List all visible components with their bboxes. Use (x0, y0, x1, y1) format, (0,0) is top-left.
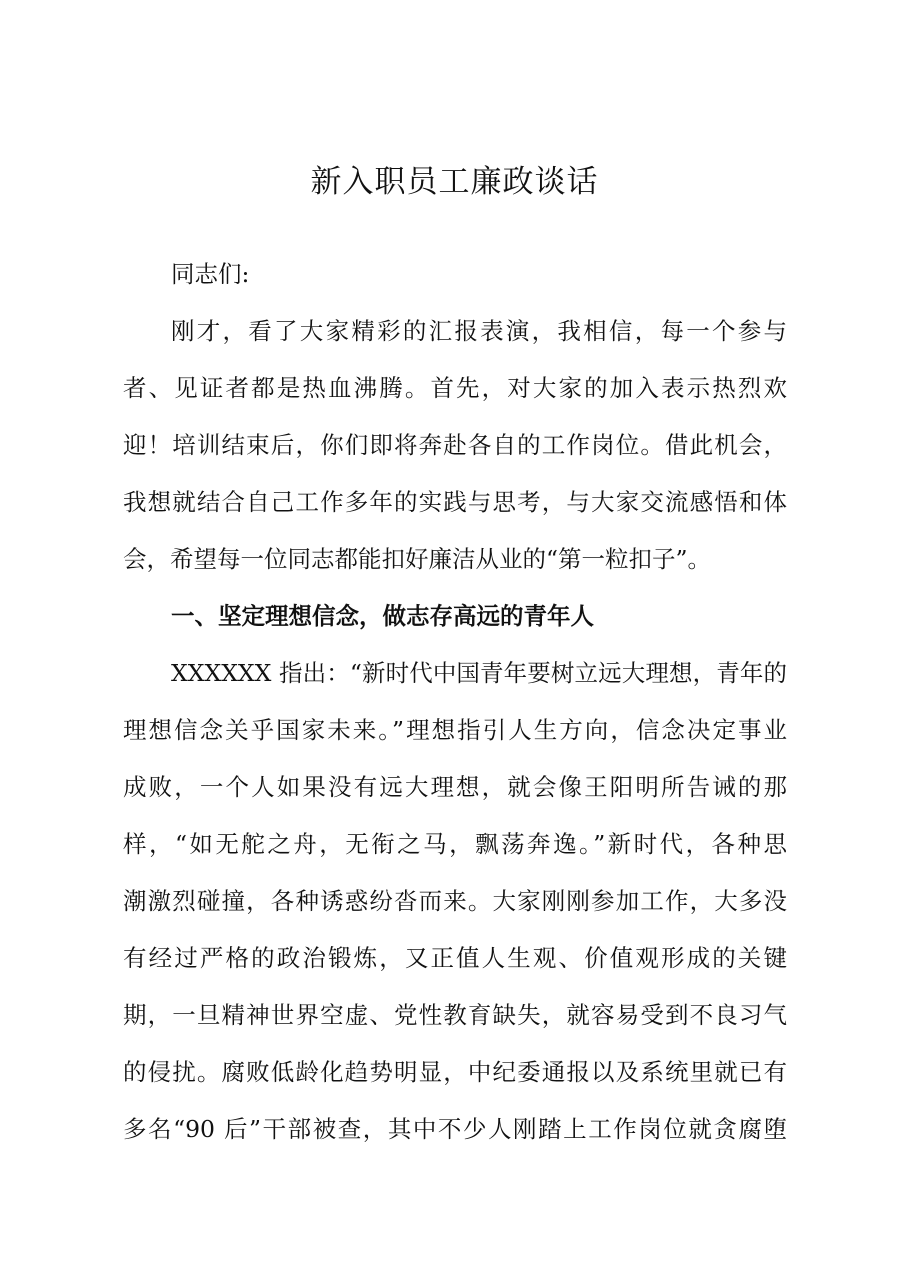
paragraph-line: 刚才，看了大家精彩的汇报表演，我相信，每一个参与 (171, 317, 787, 345)
paragraph-line: 的侵扰。腐败低龄化趋势明显，中纪委通报以及系统里就已有 (123, 1058, 787, 1086)
document-title: 新入职员工廉政谈话 (310, 164, 599, 200)
salutation: 同志们: (171, 260, 250, 288)
paragraph-line: XXXXXX 指出：“新时代中国青年要树立远大理想，青年的 (171, 659, 787, 687)
paragraph-line: 者、见证者都是热血沸腾。首先，对大家的加入表示热烈欢 (123, 374, 787, 402)
paragraph-line: 有经过严格的政治锻炼，又正值人生观、价值观形成的关键 (123, 944, 787, 972)
paragraph-line: 多名“90 后”干部被查，其中不少人刚踏上工作岗位就贪腐堕 (123, 1115, 787, 1143)
section-heading: 一、坚定理想信念，做志存高远的青年人 (171, 602, 594, 630)
paragraph-line: 我想就结合自己工作多年的实践与思考，与大家交流感悟和体 (123, 488, 787, 516)
paragraph-line: 潮激烈碰撞，各种诱惑纷沓而来。大家刚刚参加工作，大多没 (123, 887, 787, 915)
paragraph-line: 迎！培训结束后，你们即将奔赴各自的工作岗位。借此机会， (123, 431, 787, 459)
paragraph-line: 会，希望每一位同志都能扣好廉洁从业的“第一粒扣子”。 (123, 545, 712, 573)
paragraph-line: 成败，一个人如果没有远大理想，就会像王阳明所告诫的那 (123, 773, 787, 801)
paragraph-line: 期，一旦精神世界空虚、党性教育缺失，就容易受到不良习气 (123, 1001, 787, 1029)
paragraph-line: 理想信念关乎国家未来。”理想指引人生方向，信念决定事业 (123, 716, 787, 744)
paragraph-line: 样，“如无舵之舟，无衔之马，飘荡奔逸。”新时代，各种思 (123, 830, 787, 858)
